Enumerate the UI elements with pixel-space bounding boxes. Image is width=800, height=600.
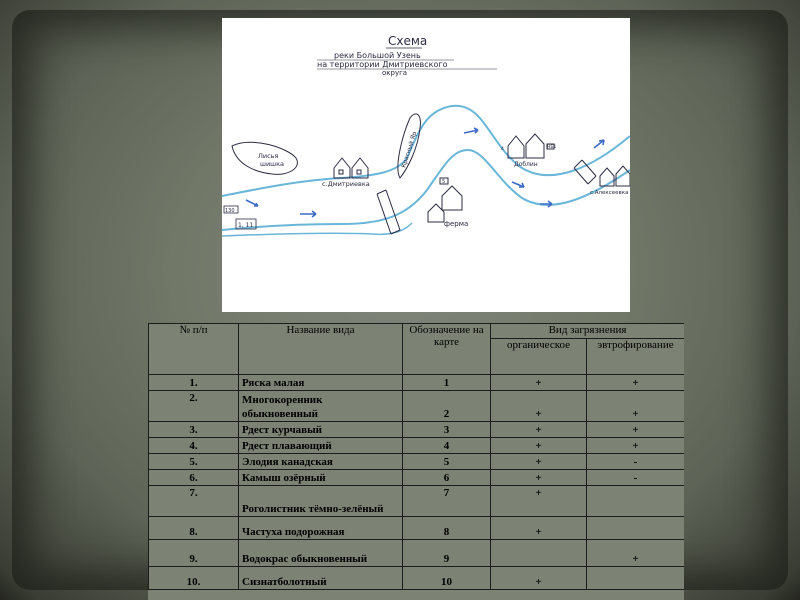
header-eutroph: эвтрофирование — [587, 339, 685, 375]
river-scheme-image — [222, 18, 630, 312]
cell-organic: + — [491, 375, 587, 391]
header-organic: органическое — [491, 339, 587, 375]
species-table — [148, 323, 684, 590]
table-header-row — [149, 324, 685, 339]
bridge-left — [377, 190, 400, 234]
cell-mark: 6 — [403, 470, 491, 486]
cell-species: Многокоренник обыкновенный — [239, 391, 403, 422]
cell-num: 7. — [149, 486, 239, 517]
label-lisya-2: шишка — [260, 160, 285, 168]
cell-species: Рдест курчавый — [239, 422, 403, 438]
cell-organic: + — [491, 517, 587, 540]
scheme-title: Схема — [388, 34, 428, 48]
cell-organic: + — [491, 454, 587, 470]
table-row — [149, 540, 685, 567]
label-doblin: Доблин — [514, 161, 538, 168]
cell-num: 6. — [149, 470, 239, 486]
cell-organic: + — [491, 486, 587, 517]
label-km-right: НБ1 — [547, 145, 557, 150]
cell-mark: 3 — [403, 422, 491, 438]
header-pollution: Вид загрязнения — [491, 324, 685, 339]
cell-species: Водокрас обыкновенный — [239, 540, 403, 567]
label-km-right2: 4 — [501, 147, 504, 152]
cell-mark: 2 — [403, 391, 491, 422]
table-row — [149, 567, 685, 590]
river-scheme-drawing — [222, 18, 630, 312]
table-row — [149, 470, 685, 486]
header-num: № п/п — [149, 324, 239, 375]
label-dmitrievka: с.Дмитриевка — [322, 180, 370, 188]
label-km-mid: 5 — [442, 179, 446, 185]
cell-mark: 8 — [403, 517, 491, 540]
cell-eutroph — [587, 486, 685, 517]
cell-num: 2. — [149, 391, 239, 422]
cell-eutroph — [587, 567, 685, 590]
table-row — [149, 391, 685, 422]
cell-mark: 4 — [403, 438, 491, 454]
cell-num: 3. — [149, 422, 239, 438]
cell-eutroph: + — [587, 540, 685, 567]
cell-eutroph — [587, 517, 685, 540]
bridge-right — [574, 160, 596, 184]
cell-organic: + — [491, 391, 587, 422]
cell-eutroph: + — [587, 375, 685, 391]
cell-species: Камыш озёрный — [239, 470, 403, 486]
label-aleksei: с.Алексеевка — [590, 190, 629, 196]
table-row — [149, 375, 685, 391]
header-species: Название вида — [239, 324, 403, 375]
label-km-left: 130 — [225, 208, 235, 214]
cell-num: 8. — [149, 517, 239, 540]
cell-mark: 5 — [403, 454, 491, 470]
cell-num: 9. — [149, 540, 239, 567]
cell-num: 10. — [149, 567, 239, 590]
table-row — [149, 438, 685, 454]
label-lisya-1: Лисья — [258, 152, 279, 160]
species-table-container — [148, 323, 684, 600]
cell-species: Ряска малая — [239, 375, 403, 391]
houses-dmitrievka — [334, 158, 368, 178]
cell-organic: + — [491, 470, 587, 486]
cell-eutroph: + — [587, 438, 685, 454]
cell-mark: 10 — [403, 567, 491, 590]
cell-organic — [491, 540, 587, 567]
houses-alekseevka — [600, 166, 630, 186]
cell-organic: + — [491, 422, 587, 438]
cell-eutroph: + — [587, 422, 685, 438]
scheme-subtitle-3: округа — [382, 69, 408, 77]
table-row — [149, 422, 685, 438]
cell-species: Элодия канадская — [239, 454, 403, 470]
label-ferma: ферма — [444, 220, 469, 228]
header-mark: Обозначение на карте — [403, 324, 491, 375]
river-bank-upper — [222, 106, 630, 196]
label-krasny-yar: Красный Яр — [400, 130, 419, 169]
cell-num: 4. — [149, 438, 239, 454]
cell-species: Частуха подорожная — [239, 517, 403, 540]
cell-organic: + — [491, 567, 587, 590]
cell-organic: + — [491, 438, 587, 454]
cell-eutroph: - — [587, 470, 685, 486]
cell-species: Рдест плавающий — [239, 438, 403, 454]
scheme-subtitle-2: на территории Дмитриевского — [317, 60, 448, 69]
cell-mark: 7 — [403, 486, 491, 517]
cell-species: Роголистник тёмно-зелёный — [239, 486, 403, 517]
cell-species: Сизнатболотный — [239, 567, 403, 590]
cell-num: 1. — [149, 375, 239, 391]
cell-mark: 9 — [403, 540, 491, 567]
cell-eutroph: + — [587, 391, 685, 422]
cell-eutroph: - — [587, 454, 685, 470]
cell-num: 5. — [149, 454, 239, 470]
label-km-left2: 1, 11 — [238, 222, 254, 229]
cell-mark: 1 — [403, 375, 491, 391]
table-row — [149, 454, 685, 470]
table-row — [149, 486, 685, 517]
table-row — [149, 517, 685, 540]
scheme-subtitle-1: реки Большой Узень — [334, 51, 421, 60]
